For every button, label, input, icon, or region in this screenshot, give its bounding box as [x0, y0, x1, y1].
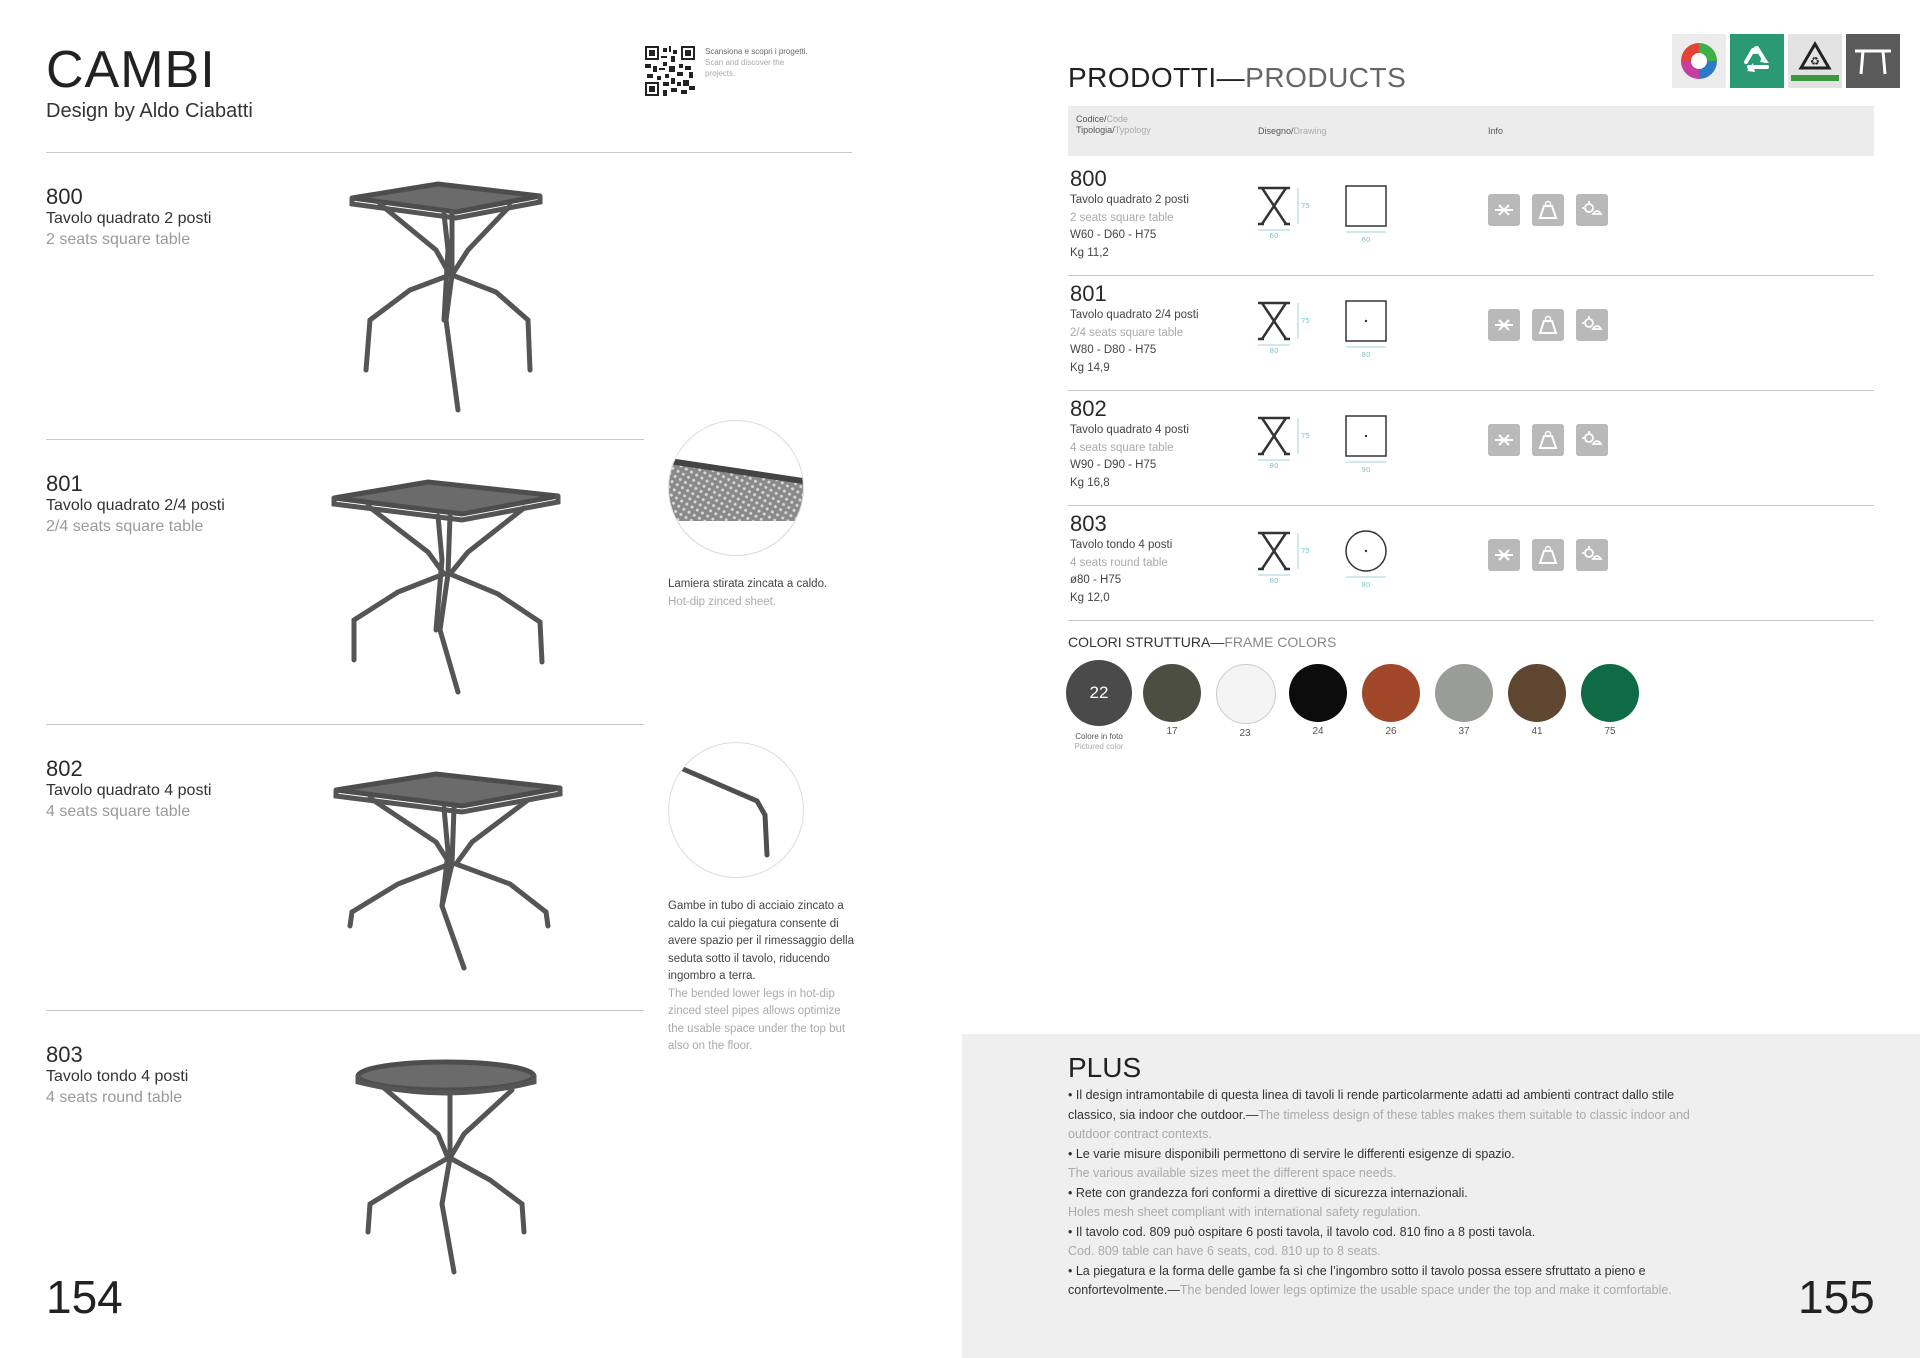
side-view-drawing	[1254, 184, 1314, 240]
row-weight: Kg 14,9	[1070, 361, 1110, 374]
side-height-label: 75	[1301, 547, 1310, 555]
page-number-left: 154	[46, 1271, 123, 1323]
color-swatch[interactable]	[1581, 664, 1645, 737]
frame-colors-title-it: COLORI STRUTTURA	[1068, 634, 1211, 650]
product-802	[46, 756, 211, 821]
header-drawing-it: Disegno/	[1258, 126, 1294, 136]
info-icons	[1488, 424, 1620, 456]
row-divider	[1068, 390, 1874, 391]
side-width-label: 60	[1269, 232, 1279, 240]
row-name-it: Tavolo quadrato 2 posti	[1070, 194, 1189, 206]
recycle-icon	[1730, 34, 1784, 88]
header-code-en: Code	[1106, 114, 1129, 124]
qr-code-icon[interactable]	[645, 46, 695, 96]
plus-item-it: • Il design intramontabile di questa linea di tavoli li rende particolarmente adatti ad ambienti contract dallo stile classico, sia indoor che outdoor.—	[1068, 1088, 1675, 1122]
page-number-right: 155	[1798, 1271, 1875, 1323]
stackable-icon	[1488, 539, 1520, 571]
row-dimensions: ø80 - H75	[1070, 574, 1122, 586]
plus-item	[1068, 1262, 1718, 1301]
row-code: 801	[1070, 281, 1107, 306]
weather-resistant-icon	[1576, 194, 1608, 226]
color-swatch[interactable]	[1216, 664, 1280, 739]
swatch-circle	[1508, 664, 1566, 722]
product-row-802	[1068, 396, 1874, 511]
row-dimensions: W80 - D80 - H75	[1070, 344, 1157, 356]
row-dimensions: W90 - D90 - H75	[1070, 459, 1157, 471]
product-name-en: 4 seats square table	[46, 803, 191, 820]
header-type-it: Tipologia/	[1076, 125, 1115, 135]
plus-title: PLUS	[1068, 1052, 1142, 1083]
row-name-it: Tavolo tondo 4 posti	[1070, 539, 1173, 551]
leg-detail-caption	[668, 898, 858, 1056]
info-icons	[1488, 194, 1620, 226]
caption-en: The bended lower legs in hot-dip zinced steel pipes allows optimize the usable space under the top but also on the floor.	[668, 987, 846, 1052]
row-text	[1070, 396, 1189, 492]
plus-item-it: • Rete con grandezza fori conformi a direttive di sicurezza internazionali.	[1068, 1185, 1468, 1200]
product-name-en: 2/4 seats square table	[46, 518, 204, 535]
table-shape-icon	[1846, 34, 1900, 88]
swatch-circle	[1362, 664, 1420, 722]
side-height-label: 75	[1301, 317, 1310, 325]
qr-caption-it: Scansiona e scopri i progetti.	[705, 47, 808, 56]
title-separator: —	[1216, 62, 1246, 93]
color-swatch[interactable]	[1362, 664, 1426, 737]
product-name-en: 2 seats square table	[46, 231, 191, 248]
swatch-circle	[1216, 664, 1276, 724]
qr-caption	[705, 46, 815, 79]
weight-icon	[1532, 309, 1564, 341]
row-code: 803	[1070, 511, 1107, 536]
color-swatch[interactable]	[1143, 664, 1207, 737]
weight-icon	[1532, 194, 1564, 226]
leg-detail-image	[668, 742, 804, 878]
swatch-code: 41	[1531, 726, 1543, 737]
plus-item	[1068, 1145, 1718, 1184]
color-swatch[interactable]	[1508, 664, 1572, 737]
side-view-drawing	[1254, 414, 1314, 470]
color-wheel-icon	[1672, 34, 1726, 88]
product-code: 802	[46, 756, 83, 781]
side-height-label: 75	[1301, 432, 1310, 440]
product-code: 801	[46, 471, 83, 496]
swatch-code: 75	[1604, 726, 1616, 737]
header-code-it: Codice/	[1076, 114, 1107, 124]
products-title-it: PRODOTTI	[1068, 62, 1217, 93]
row-weight: Kg 11,2	[1070, 246, 1109, 259]
row-weight: Kg 12,0	[1070, 591, 1110, 604]
plus-item-it: • Le varie misure disponibili permettono di servire le differenti esigenze di spazio.	[1068, 1146, 1515, 1161]
divider	[46, 1010, 644, 1011]
header-drawing	[1258, 126, 1327, 136]
caption-it: Gambe in tubo di acciaio zincato a caldo la cui piegatura consente di avere spazio per il rimessaggio della seduta sotto il tavolo, riducendo ingombro a terra.	[668, 900, 855, 982]
pictured-color-it: Colore in foto	[1075, 732, 1123, 741]
products-title-en: PRODUCTS	[1245, 62, 1407, 93]
plus-item	[1068, 1184, 1718, 1223]
side-width-label: 90	[1269, 462, 1279, 470]
mesh-detail-image	[668, 420, 804, 556]
row-divider	[1068, 275, 1874, 276]
side-width-label: 80	[1269, 347, 1279, 355]
table-801-image	[328, 470, 568, 700]
plus-item-en: Cod. 809 table can have 6 seats, cod. 810 up to 8 seats.	[1068, 1244, 1381, 1258]
header-type-en: Typology	[1114, 125, 1151, 135]
row-divider	[1068, 620, 1874, 621]
weight-icon	[1532, 539, 1564, 571]
weather-resistant-icon	[1576, 539, 1608, 571]
plus-item-it: • Il tavolo cod. 809 può ospitare 6 posti tavola, il tavolo cod. 810 fino a 8 posti tavola.	[1068, 1224, 1536, 1239]
row-weight: Kg 16,8	[1070, 476, 1110, 489]
plus-item	[1068, 1086, 1718, 1145]
row-name-it: Tavolo quadrato 2/4 posti	[1070, 309, 1199, 321]
recyclable-warning-icon	[1788, 34, 1842, 88]
table-803-image	[350, 1054, 546, 1280]
product-803	[46, 1042, 188, 1107]
product-row-803	[1068, 511, 1874, 626]
stackable-icon	[1488, 424, 1520, 456]
swatch-code-inline: 22	[1089, 683, 1109, 702]
plus-item	[1068, 1223, 1718, 1262]
swatch-circle	[1289, 664, 1347, 722]
feature-badges	[1672, 34, 1900, 88]
swatch-circle	[1066, 660, 1132, 726]
header-info: Info	[1488, 126, 1504, 136]
table-800-image	[340, 170, 560, 420]
designer-credit: Design by Aldo Ciabatti	[46, 100, 253, 122]
pictured-color-label	[1064, 732, 1134, 752]
caption-it: Lamiera stirata zincata a caldo.	[668, 578, 828, 590]
product-code: 800	[46, 184, 83, 209]
plan-view-drawing	[1344, 295, 1400, 359]
stackable-icon	[1488, 194, 1520, 226]
plan-view-drawing	[1344, 180, 1400, 244]
side-view-drawing	[1254, 529, 1314, 585]
swatch-code: 23	[1239, 728, 1251, 739]
swatch-code: 17	[1166, 726, 1178, 737]
product-name-it: Tavolo quadrato 2/4 posti	[46, 497, 225, 514]
plus-item-en: The bended lower legs optimize the usable space under the top and make it comfortable.	[1179, 1283, 1672, 1297]
side-height-label: 75	[1301, 202, 1310, 210]
row-divider	[1068, 505, 1874, 506]
frame-colors-title	[1068, 634, 1336, 650]
product-code: 803	[46, 1042, 83, 1067]
row-text	[1070, 511, 1172, 607]
frame-colors-title-en: FRAME COLORS	[1224, 634, 1337, 650]
product-name-it: Tavolo tondo 4 posti	[46, 1068, 189, 1085]
qr-caption-en: Scan and discover the projects.	[705, 58, 785, 78]
plan-width-label: 90	[1361, 466, 1371, 474]
product-name-it: Tavolo quadrato 2 posti	[46, 210, 212, 227]
product-name-en: 4 seats round table	[46, 1089, 183, 1106]
row-name-en: 4 seats round table	[1070, 556, 1168, 569]
row-code: 802	[1070, 396, 1107, 421]
row-code: 800	[1070, 166, 1107, 191]
side-view-drawing	[1254, 299, 1314, 355]
product-row-800	[1068, 166, 1874, 281]
catalog-title: CAMBI	[46, 41, 216, 99]
row-name-en: 2/4 seats square table	[1070, 326, 1184, 339]
swatch-circle	[1143, 664, 1201, 722]
weather-resistant-icon	[1576, 424, 1608, 456]
plan-width-label: 60	[1361, 236, 1371, 244]
pictured-color-en: Pictured color	[1074, 742, 1124, 751]
svg-text:♻: ♻	[1810, 55, 1820, 68]
product-800	[46, 184, 211, 249]
color-swatch-pictured[interactable]	[1070, 664, 1134, 752]
row-dimensions: W60 - D60 - H75	[1070, 229, 1157, 241]
products-title	[1068, 62, 1406, 94]
table-802-image	[332, 766, 568, 976]
mesh-detail-caption	[668, 576, 858, 611]
frame-colors-separator: —	[1210, 634, 1225, 650]
row-text	[1070, 281, 1199, 377]
divider	[46, 152, 852, 153]
row-name-en: 4 seats square table	[1070, 441, 1174, 454]
header-drawing-en: Drawing	[1293, 126, 1327, 136]
swatch-code: 24	[1312, 726, 1324, 737]
side-width-label: 80	[1269, 577, 1279, 585]
plus-item-en: Holes mesh sheet compliant with international safety regulation.	[1068, 1205, 1421, 1219]
weather-resistant-icon	[1576, 309, 1608, 341]
plus-item-it: • La piegatura e la forma delle gambe fa sì che l’ingombro sotto il tavolo possa essere sfruttato a pieno e confortevolmente.—	[1068, 1263, 1646, 1297]
product-name-it: Tavolo quadrato 4 posti	[46, 782, 212, 799]
header-code-type	[1076, 114, 1151, 136]
stackable-icon	[1488, 309, 1520, 341]
plus-item-en: The timeless design of these tables makes them suitable to classic indoor and outdoor contract contexts.	[1068, 1107, 1690, 1141]
plan-view-drawing	[1344, 525, 1400, 589]
swatch-circle	[1581, 664, 1639, 722]
plus-item-en: The various available sizes meet the different space needs.	[1068, 1166, 1397, 1180]
plan-width-label: 80	[1361, 351, 1371, 359]
caption-en: Hot-dip zinced sheet.	[668, 595, 777, 608]
product-row-801	[1068, 281, 1874, 396]
swatch-code: 37	[1458, 726, 1470, 737]
plan-view-drawing	[1344, 410, 1400, 474]
row-name-it: Tavolo quadrato 4 posti	[1070, 424, 1189, 436]
row-text	[1070, 166, 1189, 262]
divider	[46, 724, 644, 725]
swatch-circle	[1435, 664, 1493, 722]
color-swatch[interactable]	[1289, 664, 1353, 737]
color-swatch[interactable]	[1435, 664, 1499, 737]
info-icons	[1488, 539, 1620, 571]
weight-icon	[1532, 424, 1564, 456]
plan-width-label: 80	[1361, 581, 1371, 589]
row-name-en: 2 seats square table	[1070, 211, 1174, 224]
swatch-code: 26	[1385, 726, 1397, 737]
product-801	[46, 471, 225, 536]
products-table-header	[1068, 106, 1874, 156]
info-icons	[1488, 309, 1620, 341]
divider	[46, 439, 644, 440]
plus-list	[1068, 1086, 1718, 1301]
